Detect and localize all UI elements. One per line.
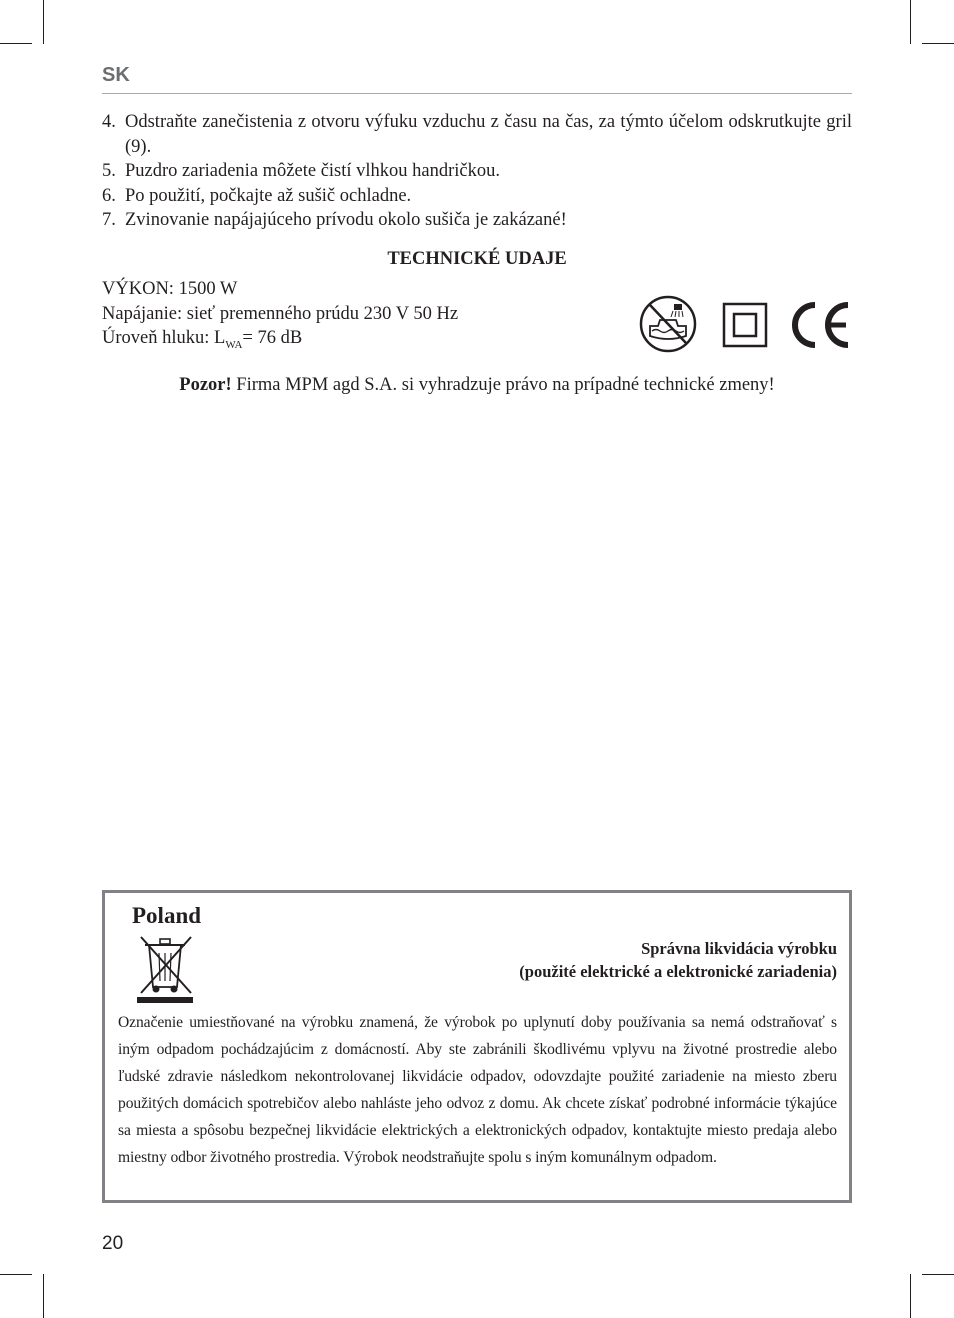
step-number: 7. bbox=[102, 210, 116, 230]
disposal-title-line2: (použité elektrické a elektronické zariadenia) bbox=[519, 962, 837, 981]
warning-note bbox=[102, 375, 852, 396]
crop-mark bbox=[922, 43, 954, 44]
specs-title: TECHNICKÉ UDAJE bbox=[387, 249, 567, 269]
maintenance-steps bbox=[102, 110, 852, 233]
crop-mark bbox=[910, 1274, 911, 1318]
header-rule bbox=[102, 93, 852, 94]
disposal-box bbox=[102, 890, 852, 1203]
step-number: 4. bbox=[102, 112, 116, 132]
language-code: SK bbox=[102, 64, 130, 86]
step-text: Po použití, počkajte až sušič ochladne. bbox=[125, 185, 412, 206]
specs-block bbox=[102, 277, 458, 358]
crop-mark bbox=[0, 43, 32, 44]
step-number: 6. bbox=[102, 185, 116, 206]
crossed-bin-icon bbox=[135, 933, 197, 1005]
crop-mark bbox=[922, 1274, 954, 1275]
crop-mark bbox=[910, 0, 911, 44]
noise-prefix: Úroveň hluku: L bbox=[102, 328, 226, 348]
page-number: 20 bbox=[102, 1233, 124, 1254]
spec-supply: Napájanie: sieť premenného prúdu 230 V 50 Hz bbox=[102, 303, 459, 324]
crop-mark bbox=[43, 1274, 44, 1318]
list-item bbox=[102, 208, 852, 233]
double-insulation-icon bbox=[722, 302, 768, 348]
step-text: Zvinovanie napájajúceho prívodu okolo sušiča je zakázané! bbox=[125, 210, 567, 230]
noise-subscript: WA bbox=[225, 339, 243, 351]
crop-mark bbox=[43, 0, 44, 44]
spec-noise bbox=[102, 326, 458, 358]
disposal-title bbox=[519, 937, 837, 983]
step-text: Odstraňte zanečistenia z otvoru výfuku vzduchu z času na čas, za týmto účelom odskrutkujte gril (9). bbox=[125, 112, 852, 157]
certification-icons bbox=[638, 295, 852, 353]
step-text: Puzdro zariadenia môžete čistí vlhkou handričkou. bbox=[125, 161, 501, 181]
ce-mark-icon bbox=[786, 300, 852, 350]
list-item bbox=[102, 110, 852, 159]
noise-value: = 76 dB bbox=[242, 328, 303, 348]
disposal-title-line1: Správna likvidácia výrobku bbox=[641, 939, 837, 958]
crop-mark bbox=[0, 1274, 32, 1275]
warning-text: Firma MPM agd S.A. si vyhradzuje právo na prípadné technické zmeny! bbox=[231, 375, 775, 395]
step-number: 5. bbox=[102, 161, 116, 181]
disposal-text: Označenie umiestňované na výrobku znamená, že výrobok po uplynutí doby používania sa nemá odstraňovať s iným odpadom pochádzajúcim z domácností. Aby ste zabránili škodlivému vplyvu na životné prostredie alebo ľudské zdravie následkom nekontrolovanej likvidácie odpadov, odovzdajte použité zariadenie na miesto zberu použitých domácich spotrebičov alebo nahláste jeho odvoz z domu. Ak chcete získať podrobné informácie týkajúce sa miesta a spôsobu bezpečnej likvidácie elektrických a elektronických odpadov, kontaktujte miesto predaja alebo miestny odbor životného prostredia. Výrobok neodstraňujte spolu s iným komunálnym odpadom. bbox=[118, 1014, 837, 1166]
warning-label: Pozor! bbox=[179, 375, 232, 395]
no-water-use-icon bbox=[638, 295, 698, 353]
country-label: Poland bbox=[132, 903, 202, 928]
spec-power: VÝKON: 1500 W bbox=[102, 279, 238, 299]
list-item bbox=[102, 159, 852, 184]
list-item bbox=[102, 184, 852, 209]
